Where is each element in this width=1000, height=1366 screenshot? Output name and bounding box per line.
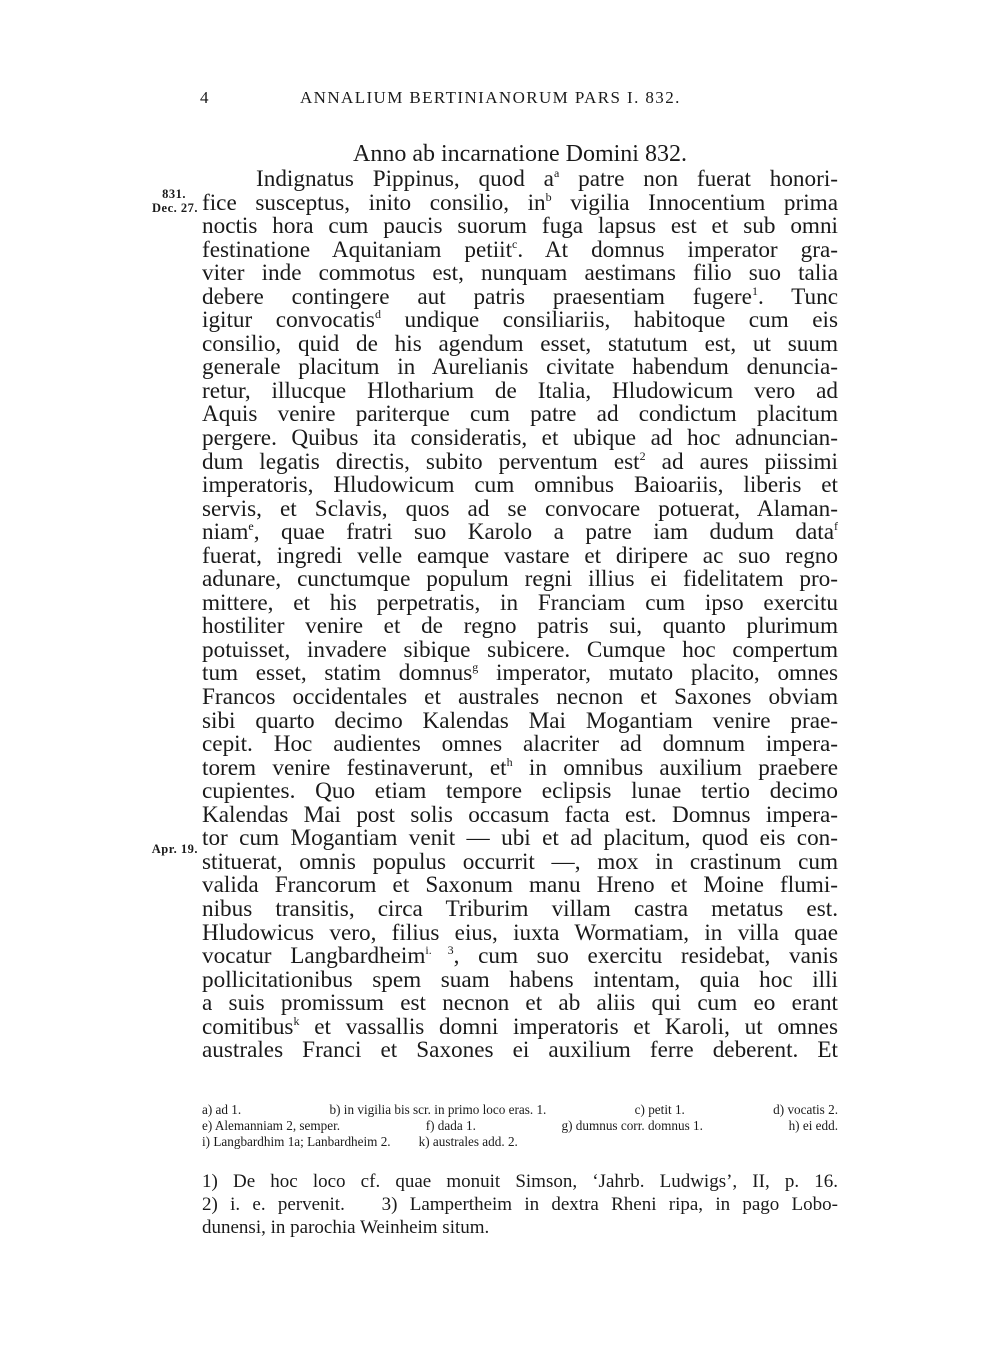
text-line: tum esset, statim domnus$^g$ imperator, mutato placito, omnes: [202, 660, 838, 687]
running-header: [200, 88, 840, 112]
text-line: Hludowicus vero, filius eius, iuxta Wormatiam, in villa quae: [202, 919, 838, 946]
margin-date-year: 831.: [162, 187, 186, 201]
text-line: Indignatus Pippinus, quod $a^a$ patre non fuerat honori-: [256, 166, 838, 192]
text-line: australes Franci et Saxones ei auxilium ferre deberent. Et: [202, 1037, 838, 1064]
margin-date-dec27: [140, 187, 198, 215]
note-marker: g: [472, 660, 479, 675]
text-line: potuisset, invadere sibique subicere. Cumque hoc compertum: [202, 636, 838, 663]
critical-note: f) dada 1.: [425, 1117, 476, 1133]
critical-row: [202, 1134, 838, 1150]
critical-note: g) dumnus corr. domnus 1.: [561, 1117, 703, 1133]
critical-note: e) Alemanniam 2, semper.: [202, 1117, 341, 1133]
section-heading: Anno ab incarnatione Domini 832.: [353, 141, 687, 167]
note-marker: c: [512, 236, 518, 251]
text-line: valida Francorum et Saxonum manu Hreno et Moine flumi-: [202, 872, 838, 899]
critical-note: k) australes add. 2.: [418, 1133, 518, 1149]
note-marker: 2: [639, 448, 646, 463]
note-marker: e: [248, 519, 254, 534]
text-line: stituerat, omnis populus occurrit —, mox in crastinum cum: [202, 848, 838, 875]
text-line: sibi quarto decimo Kalendas Mai Mogantiam venire prae-: [202, 707, 838, 734]
text-line: imperatoris, Hludowicum cum omnibus Baioariis, liberis et: [202, 472, 838, 499]
main-text: [202, 168, 838, 1063]
note-marker: i. 3: [425, 943, 454, 958]
text-line: Aquis venire pariterque cum patre ad condictum placitum: [202, 401, 838, 428]
text-line: retur, illucque Hlotharium de Italia, Hludowicum vero ad: [202, 377, 838, 404]
margin-date-day: Dec. 27.: [152, 201, 198, 215]
text-line: noctis hora cum paucis suorum fuga lapsus est et sub omni: [202, 213, 838, 240]
page-number: 4: [200, 88, 210, 107]
text-line: viter inde commotus est, nunquam aestimans filio suo talia: [202, 260, 838, 287]
critical-note: h) ei edd.: [788, 1117, 838, 1133]
note-marker: d: [374, 307, 381, 322]
text-line: pergere. Quibus ita consideratis, et ubique ad hoc adnuncian-: [202, 425, 838, 452]
text-line: consilio, quid de his agendum esset, statutum est, ut suum: [202, 330, 838, 357]
margin-date-apr19: Apr. 19.: [151, 842, 198, 856]
footnote-line: 2) i. e. pervenit. 3) Lampertheim in dextra Rheni ripa, in pago Lobo-: [202, 1194, 838, 1215]
text-line: fice susceptus, inito consilio, $in^b$ vigilia Innocentium prima: [202, 189, 838, 216]
critical-row: [202, 1118, 838, 1134]
note-marker: h: [506, 754, 513, 769]
text-line: nibus transitis, circa Triburim villam castra metatus est.: [202, 895, 838, 922]
running-title: ANNALIUM BERTINIANORUM PARS I. 832.: [300, 88, 681, 107]
text-line: Francos occidentales et australes necnon et Saxones obviam: [202, 684, 838, 711]
text-line: igitur convocatis$^d$ undique consiliariis, habitoque cum eis: [202, 307, 838, 334]
text-line: cupientes. Quo etiam tempore eclipsis lunae tertio decimo: [202, 778, 838, 805]
critical-note: i) Langbardhim 1a; Lanbardheim 2.: [202, 1133, 391, 1149]
text-line: hostiliter venire et de regno patris sui, quanto plurimum: [202, 613, 838, 640]
footnote-line: dunensi, in parochia Weinheim situm.: [202, 1217, 490, 1238]
text-line: festinatione Aquitaniam petiit$^c$. At domnus imperator gra-: [202, 236, 838, 263]
text-line: fuerat, ingredi velle eamque vastare et diripere ac suo regno: [202, 542, 838, 569]
critical-note: c) petit 1.: [634, 1102, 685, 1117]
text-line: comitibus$^k$ et vassallis domni imperatoris et Karoli, ut omnes: [202, 1013, 838, 1040]
text-line: cepit. Hoc audientes omnes alacriter ad domnum impera-: [202, 731, 838, 758]
text-line: tor cum Mogantiam venit — ubi et ad placitum, quod eis con-: [202, 825, 838, 852]
note-marker: b: [545, 189, 552, 204]
text-line: mittere, et his perpetratis, in Franciam cum ipso exercitu: [202, 589, 838, 616]
text-line: Kalendas Mai post solis occasum facta est. Domnus impera-: [202, 801, 838, 828]
footnotes: [202, 1170, 838, 1239]
text-line: adunare, cunctumque populum regni illius ei fidelitatem pro-: [202, 566, 838, 593]
text-line: torem venire festinaverunt, $et^h$ in omnibus auxilium praebere: [202, 754, 838, 781]
note-marker: 1: [751, 283, 758, 298]
text-line: generale placitum in Aurelianis civitate habendum denuncia-: [202, 354, 838, 381]
critical-row: [202, 1102, 838, 1118]
text-line: niam$^e$, quae fratri suo Karolo a patre iam dudum data$^f$: [202, 519, 838, 546]
critical-note: b) in vigilia bis scr. in primo loco eras. 1.: [329, 1102, 547, 1117]
critical-apparatus: [202, 1102, 838, 1149]
footnote-line: 1) De hoc loco cf. quae monuit Simson, ‘Jahrb. Ludwigs’, II, p. 16.: [202, 1171, 838, 1192]
critical-note: a) ad 1.: [202, 1102, 242, 1117]
text-line: pollicitationibus spem suam habens intentam, quia hoc illi: [202, 966, 838, 993]
text-line: debere contingere aut patris praesentiam fugere$^1$. Tunc: [202, 283, 838, 310]
text-line: dum legatis directis, subito perventum est$^2$ ad aures piissimi: [202, 448, 838, 475]
note-marker: k: [293, 1013, 300, 1028]
text-line: vocatur Langbardheim$^{i. 3}$, cum suo exercitu residebat, vanis: [202, 943, 838, 970]
text-line: a suis promissum est necnon et ab aliis qui cum eo erant: [202, 990, 838, 1017]
note-marker: f: [834, 519, 838, 534]
text-line: servis, et Sclavis, quos ad se convocare potuerat, Alaman-: [202, 495, 838, 522]
note-marker: a: [553, 166, 560, 180]
critical-note: d) vocatis 2.: [773, 1102, 838, 1117]
